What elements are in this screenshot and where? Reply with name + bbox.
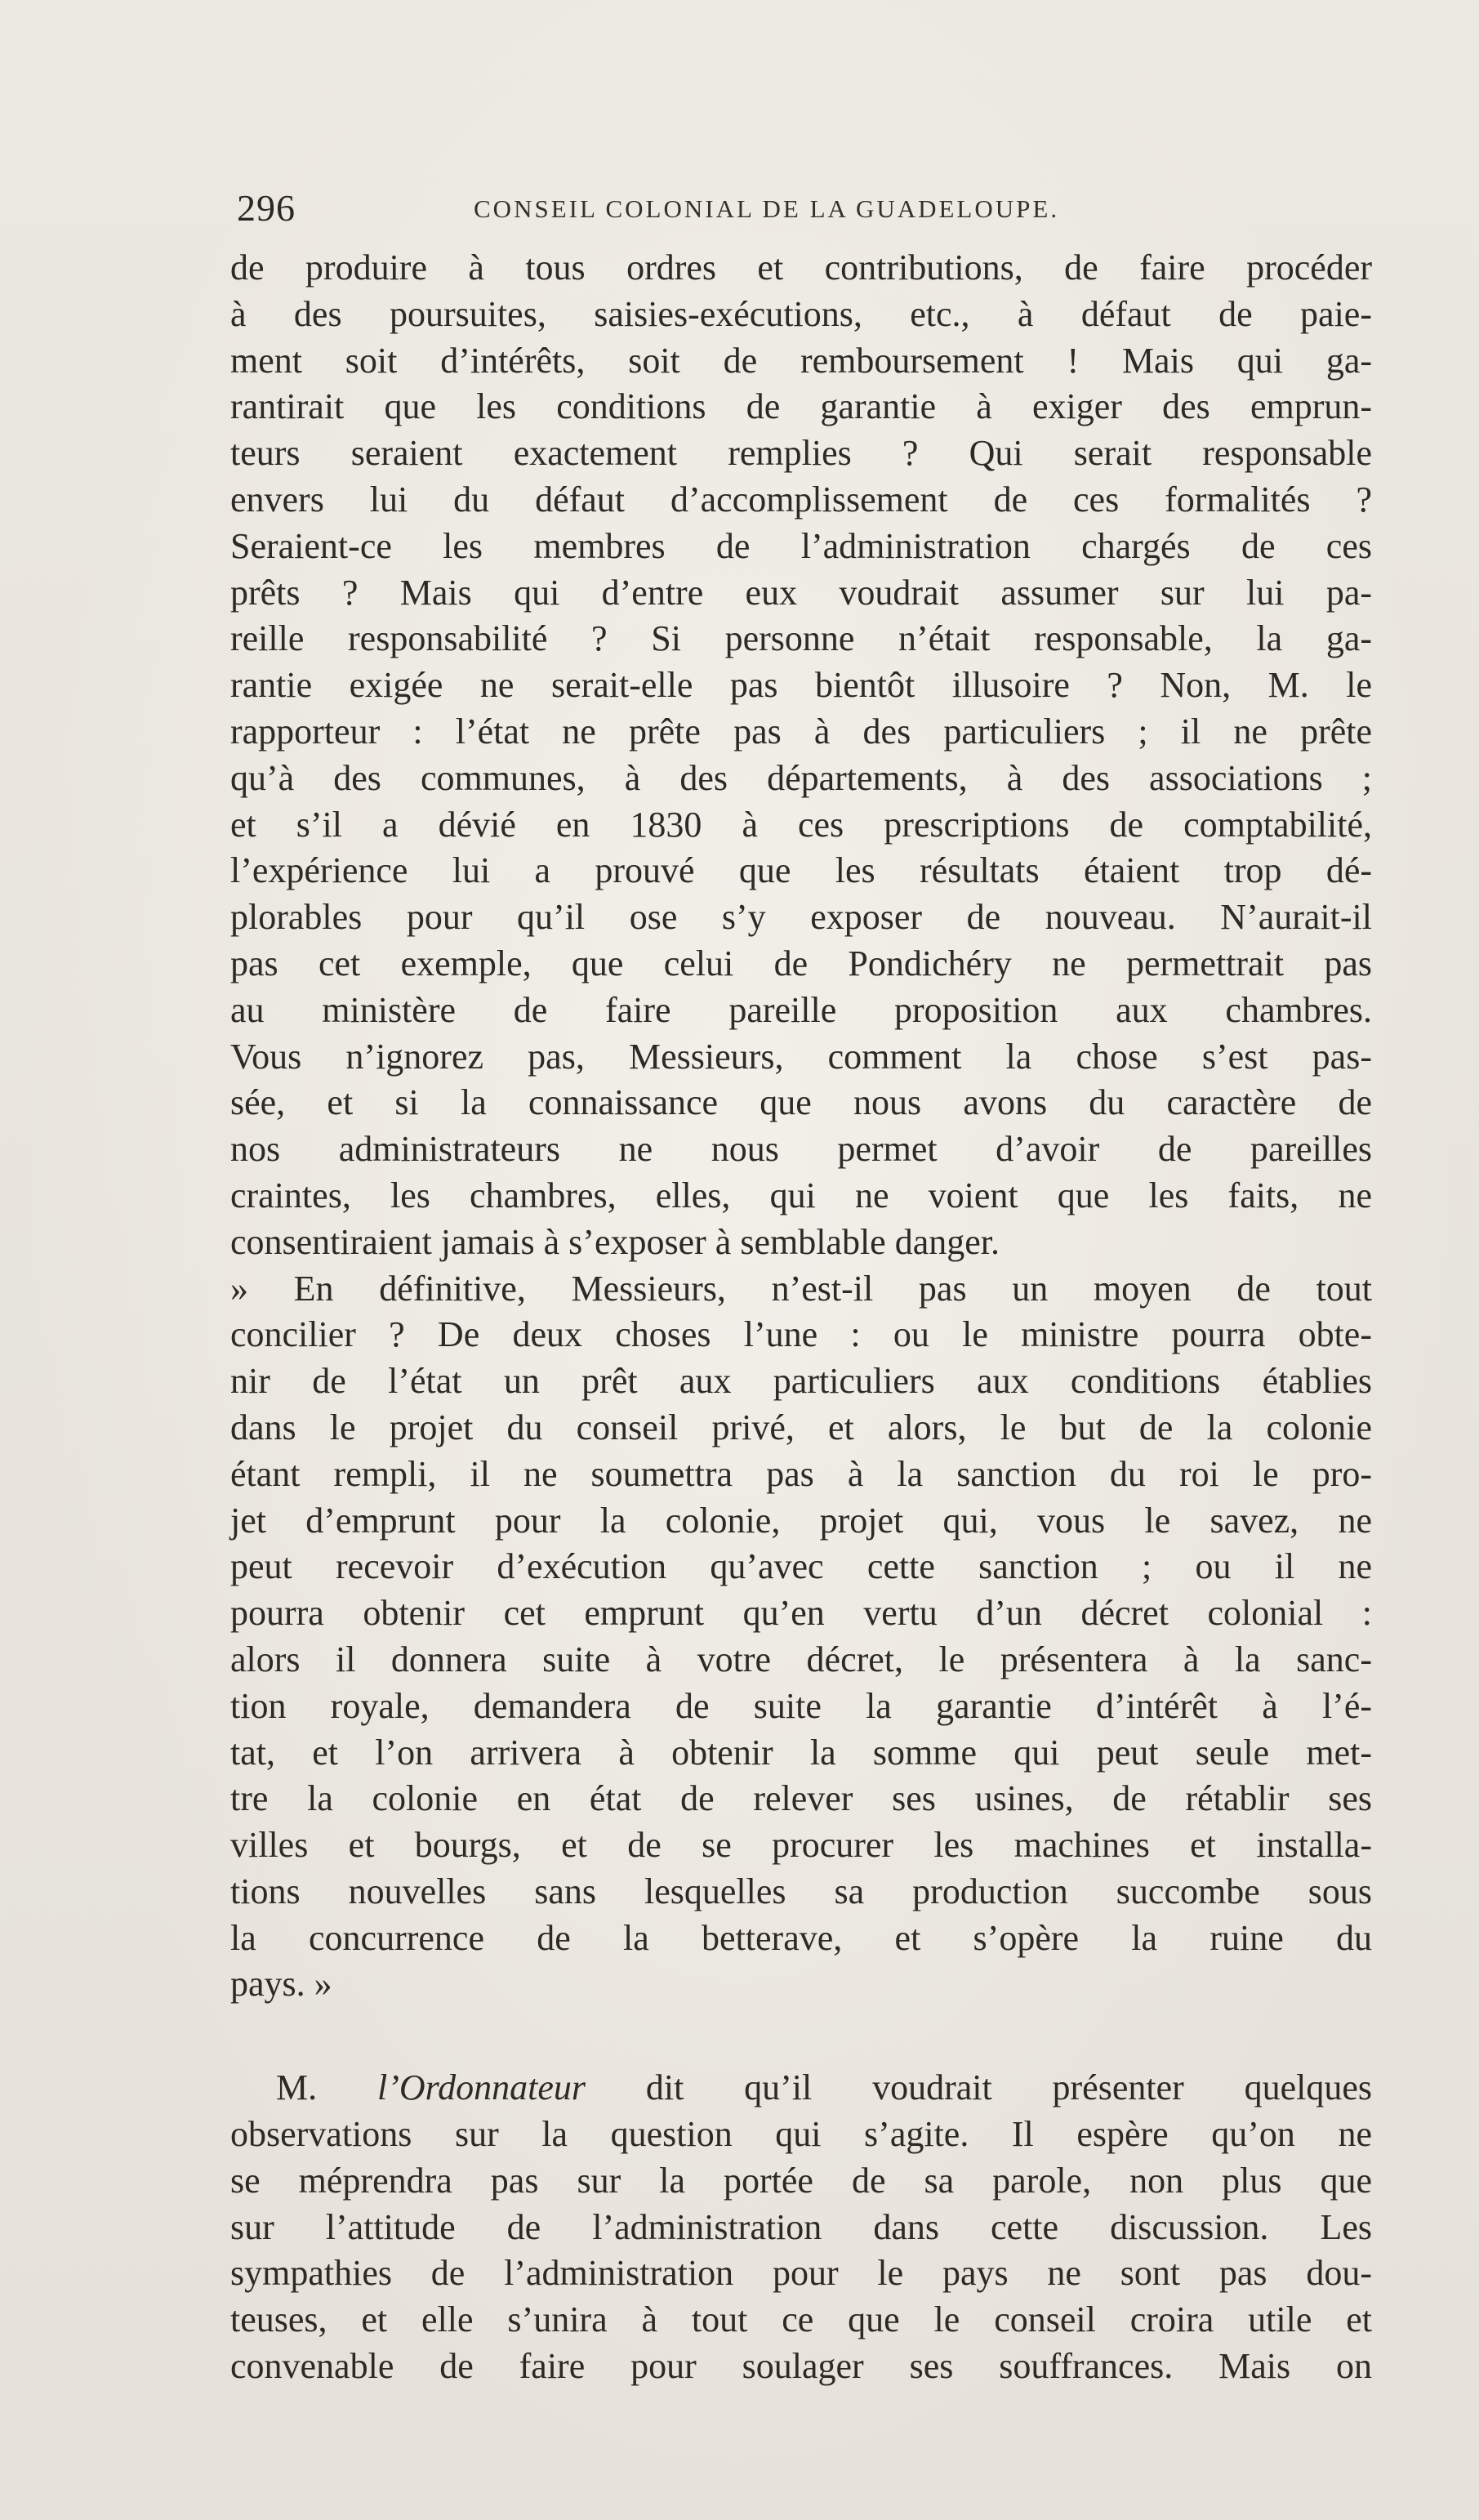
speaker-prefix: M. xyxy=(276,2067,318,2108)
text-line: nir de l’état un prêt aux particuliers aux conditions établies xyxy=(230,1361,1372,1402)
text-line: pourra obtenir cet emprunt qu’en vertu d’un décret colonial : xyxy=(230,1593,1372,1634)
paragraph-1 xyxy=(230,245,1372,1266)
speaker-line-rest: dit qu’il voudrait présenter quelques xyxy=(645,2067,1373,2108)
text-line: rantie exigée ne serait-elle pas bientôt illusoire ? Non, M. le xyxy=(230,665,1372,706)
text-line: villes et bourgs, et de se procurer les machines et installa- xyxy=(230,1825,1372,1866)
text-line: Vous n’ignorez pas, Messieurs, comment la chose s’est pas- xyxy=(230,1036,1372,1077)
paragraph-3 xyxy=(230,2065,1372,2390)
text-line: » En définitive, Messieurs, n’est-il pas un moyen de tout xyxy=(230,1268,1372,1309)
text-line: observations sur la question qui s’agite. Il espère qu’on ne xyxy=(230,2114,1372,2155)
text-line: qu’à des communes, à des départements, à des associations ; xyxy=(230,757,1372,798)
text-line: sympathies de l’administration pour le pays ne sont pas dou- xyxy=(230,2253,1372,2294)
text-line: pas cet exemple, que celui de Pondichéry ne permettrait pas xyxy=(230,943,1372,983)
text-line: rantirait que les conditions de garantie à exiger des emprun- xyxy=(230,386,1372,427)
text-line: peut recevoir d’exécution qu’avec cette sanction ; ou il ne xyxy=(230,1546,1372,1587)
speaker-title: l’Ordonnateur xyxy=(376,2067,586,2108)
text-line: alors il donnera suite à votre décret, le présentera à la sanc- xyxy=(230,1639,1372,1679)
body-text xyxy=(230,245,1372,2390)
text-line: rapporteur : l’état ne prête pas à des particuliers ; il ne prête xyxy=(230,711,1372,752)
text-line: dans le projet du conseil privé, et alors, le but de la colonie xyxy=(230,1407,1372,1447)
text-line: ment soit d’intérêts, soit de remboursement ! Mais qui ga- xyxy=(230,340,1372,381)
text-line: de produire à tous ordres et contributions, de faire procéder xyxy=(230,248,1372,288)
text-line: se méprendra pas sur la portée de sa parole, non plus que xyxy=(230,2160,1372,2201)
text-line: Seraient-ce les membres de l’administration chargés de ces xyxy=(230,525,1372,566)
text-line: tions nouvelles sans lesquelles sa production succombe sous xyxy=(230,1871,1372,1911)
text-line: consentiraient jamais à s’exposer à semblable danger. xyxy=(230,1221,1000,1262)
text-line: teuses, et elle s’unira à tout ce que le conseil croira utile et xyxy=(230,2299,1372,2340)
page-number: 296 xyxy=(237,187,296,229)
text-line: et s’il a dévié en 1830 à ces prescriptions de comptabilité, xyxy=(230,804,1372,845)
text-line: sée, et si la connaissance que nous avons du caractère de xyxy=(230,1082,1372,1123)
text-line: sur l’attitude de l’administration dans cette discussion. Les xyxy=(230,2206,1372,2247)
text-line: tre la colonie en état de relever ses usines, de rétablir ses xyxy=(230,1778,1372,1819)
text-line: étant rempli, il ne soumettra pas à la sanction du roi le pro- xyxy=(230,1453,1372,1494)
text-line: convenable de faire pour soulager ses souffrances. Mais on xyxy=(230,2346,1372,2387)
text-line: pays. » xyxy=(230,1964,332,2005)
text-line: l’expérience lui a prouvé que les résultats étaient trop dé- xyxy=(230,850,1372,891)
text-line xyxy=(230,2065,1372,2112)
text-line: tat, et l’on arrivera à obtenir la somme qui peut seule met- xyxy=(230,1732,1372,1773)
running-title: CONSEIL COLONIAL DE LA GUADELOUPE. xyxy=(474,194,1060,223)
page-header xyxy=(237,186,1201,235)
text-line: jet d’emprunt pour la colonie, projet qui, vous le savez, ne xyxy=(230,1500,1372,1541)
text-line: nos administrateurs ne nous permet d’avoir de pareilles xyxy=(230,1129,1372,1170)
paragraph-2 xyxy=(230,1266,1372,2009)
text-line: prêts ? Mais qui d’entre eux voudrait assumer sur lui pa- xyxy=(230,572,1372,613)
paragraph-gap xyxy=(230,2008,1372,2065)
text-line: à des poursuites, saisies-exécutions, etc., à défaut de paie- xyxy=(230,293,1372,334)
text-line: plorables pour qu’il ose s’y exposer de nouveau. N’aurait-il xyxy=(230,897,1372,938)
text-line: reille responsabilité ? Si personne n’était responsable, la ga- xyxy=(230,618,1372,659)
text-line: teurs seraient exactement remplies ? Qui serait responsable xyxy=(230,433,1372,474)
text-line: envers lui du défaut d’accomplissement de ces formalités ? xyxy=(230,479,1372,520)
text-line: la concurrence de la betterave, et s’opère la ruine du xyxy=(230,1917,1372,1958)
text-line: tion royale, demandera de suite la garantie d’intérêt à l’é- xyxy=(230,1685,1372,1726)
text-line: au ministère de faire pareille proposition aux chambres. xyxy=(230,989,1372,1030)
text-line: concilier ? De deux choses l’une : ou le ministre pourra obte- xyxy=(230,1314,1372,1355)
text-line: craintes, les chambres, elles, qui ne voient que les faits, ne xyxy=(230,1175,1372,1215)
